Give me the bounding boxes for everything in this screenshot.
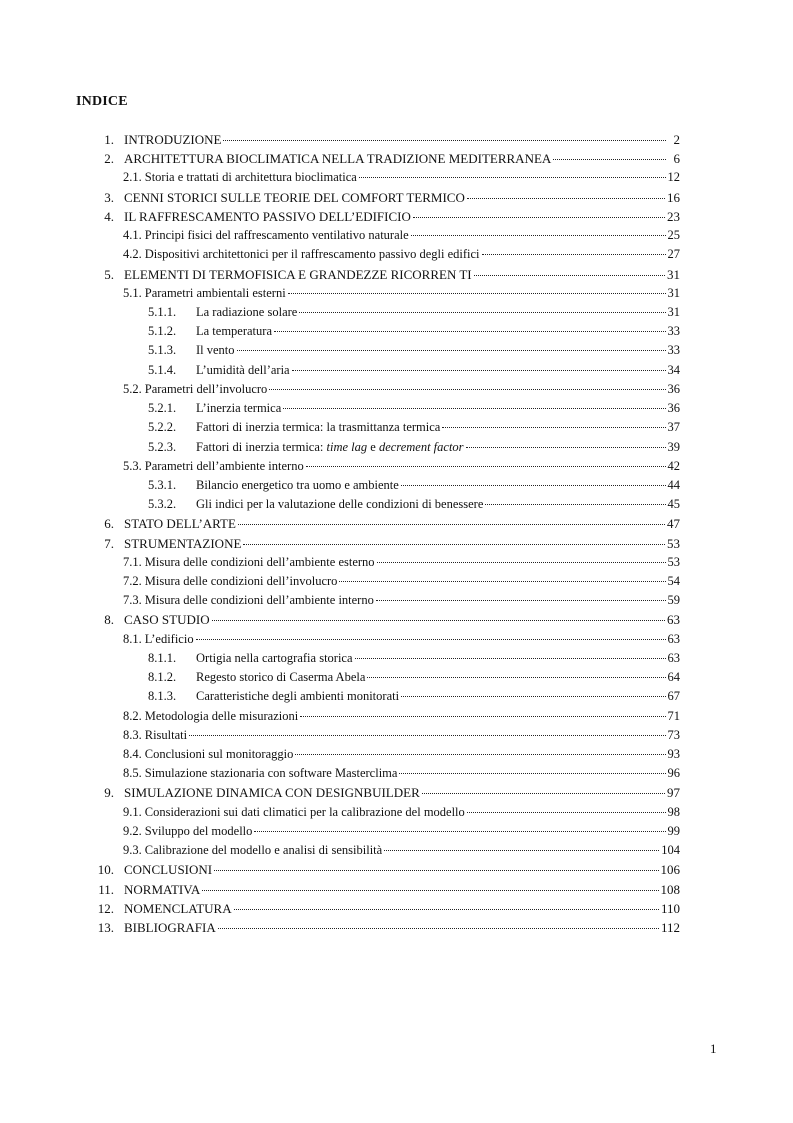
toc-entry-number: 8.5. [123, 766, 142, 781]
toc-entry[interactable] [96, 303, 680, 322]
dot-leader [359, 173, 666, 178]
toc-entry-page: 108 [660, 881, 680, 897]
toc-entry-number: 4.2. [123, 247, 142, 262]
toc-entry-number: 9.1. [123, 804, 142, 819]
toc-entry[interactable] [96, 265, 680, 284]
toc-entry-title: Caratteristiche degli ambienti monitorati [196, 689, 400, 704]
dot-leader [238, 520, 665, 525]
toc-entry[interactable] [96, 668, 680, 687]
toc-entry-title: Calibrazione del modello e analisi di sensibilità [144, 843, 383, 858]
toc-entry-number: 8.1. [123, 631, 142, 646]
toc-entry[interactable] [96, 188, 680, 207]
dot-leader [300, 712, 665, 717]
dot-leader [442, 423, 665, 428]
dot-leader [223, 136, 666, 141]
dot-leader [234, 905, 659, 910]
dot-leader [355, 654, 666, 659]
toc-entry-page: 73 [667, 727, 680, 742]
toc-entry-number: 7.3. [123, 593, 142, 608]
toc-entry-page: 99 [667, 823, 680, 838]
toc-entry-title: CENNI STORICI SULLE TEORIE DEL COMFORT TERMICO [124, 189, 465, 205]
toc-entry-number: 5.1.2. [148, 324, 177, 339]
toc-entry[interactable] [96, 149, 680, 168]
toc-entry-number: 8.4. [123, 747, 142, 761]
toc-entry-page: 59 [667, 593, 680, 608]
toc-entry-title: Ortigia nella cartografia storica [196, 650, 353, 665]
toc-entry[interactable] [96, 284, 680, 303]
toc-entry[interactable] [96, 130, 680, 149]
toc-entry-page: 25 [667, 228, 680, 243]
toc-entry-title: Metodologia delle misurazioni [144, 708, 299, 723]
toc-entry-number: 8.1.1. [148, 650, 177, 665]
toc-entry-page: 98 [667, 804, 680, 819]
dot-leader [299, 308, 665, 313]
toc-entry[interactable] [96, 572, 680, 591]
toc-entry[interactable] [96, 514, 680, 533]
dot-leader [485, 500, 665, 505]
dot-leader [212, 616, 665, 621]
toc-entry-number: 9.3. [123, 843, 142, 858]
toc-entry-title: Misura delle condizioni dell’ambiente interno [144, 593, 374, 608]
toc-entry[interactable] [96, 380, 680, 399]
toc-entry[interactable] [96, 726, 680, 745]
toc-entry-number: 10. [97, 862, 114, 878]
toc-entry[interactable] [96, 630, 680, 649]
toc-entry-page: 44 [667, 477, 680, 492]
toc-entry-title: ELEMENTI DI TERMOFISICA E GRANDEZZE RICORREN TI [124, 266, 472, 282]
toc-entry-title: L’inerzia termica [196, 401, 282, 416]
toc-entry-number: 5.3. [123, 458, 142, 473]
toc-entry[interactable] [96, 207, 680, 226]
toc-entry-title-italic: decrement factor [378, 439, 464, 454]
toc-entry-title: Dispositivi architettonici per il raffrescamento passivo degli edifici [144, 247, 480, 262]
toc-entry-title: STATO DELL’ARTE [124, 516, 236, 532]
toc-entry-number: 5.1.3. [148, 343, 177, 358]
toc-entry-page: 45 [667, 497, 680, 512]
toc-entry-number: 7. [104, 535, 114, 551]
toc-entry-page: 53 [667, 535, 680, 551]
toc-entry-title: Conclusioni sul monitoraggio [144, 747, 294, 761]
toc-entry-number: 8.3. [123, 727, 142, 742]
toc-entry-title: Considerazioni sui dati climatici per la calibrazione del modello [144, 804, 465, 819]
toc-entry-title: STRUMENTAZIONE [124, 535, 242, 551]
toc-entry-number: 8.1.3. [148, 689, 177, 704]
toc-entry[interactable] [96, 553, 680, 572]
toc-entry-page: 63 [667, 650, 680, 665]
toc-entry-number: 5.1.4. [148, 362, 177, 377]
toc-entry-page: 47 [667, 516, 680, 532]
toc-entry-title: Simulazione stazionaria con software Masterclima [144, 766, 398, 781]
toc-entry-title: NORMATIVA [124, 881, 201, 897]
dot-leader [274, 327, 666, 332]
toc-entry-number: 5. [104, 266, 114, 282]
toc-entry-number: 4.1. [123, 228, 142, 243]
toc-entry[interactable] [96, 168, 680, 187]
toc-entry-page: 112 [660, 919, 680, 935]
toc-entry-page: 63 [667, 612, 680, 628]
toc-entry-page: 67 [667, 689, 680, 704]
toc-entry-number: 12. [97, 900, 114, 916]
toc-entry[interactable] [96, 226, 680, 245]
toc-entry-title: Il vento [196, 343, 235, 358]
toc-entry[interactable] [96, 457, 680, 476]
toc-entry-number: 5.2.3. [148, 439, 177, 454]
dot-leader [339, 577, 665, 582]
toc-entry-number: 2.1. [123, 170, 142, 185]
toc-entry-number: 9.2. [123, 823, 142, 838]
dot-leader [306, 462, 666, 467]
toc-entry-title: Parametri dell’ambiente interno [144, 458, 304, 473]
toc-entry-number: 5.3.2. [148, 497, 177, 512]
table-of-contents [96, 130, 680, 937]
toc-entry-number: 7.1. [123, 554, 142, 569]
toc-entry-number: 5.2.2. [148, 420, 177, 435]
toc-entry-number: 2. [104, 151, 114, 167]
dot-leader [214, 866, 658, 871]
dot-leader [384, 846, 659, 851]
toc-entry-title-italic: time lag [326, 439, 368, 454]
toc-entry-page: 71 [667, 708, 680, 723]
toc-entry[interactable] [96, 438, 680, 457]
toc-entry[interactable] [96, 534, 680, 553]
toc-entry[interactable] [96, 591, 680, 610]
toc-entry-title: Principi fisici del raffrescamento ventilativo naturale [144, 228, 409, 243]
toc-entry-title: Fattori di inerzia termica: time lag e decrement factor [196, 439, 464, 454]
toc-entry-title: Parametri ambientali esterni [144, 285, 286, 300]
toc-entry-page: 106 [660, 862, 680, 878]
toc-entry[interactable] [96, 495, 680, 514]
toc-entry-number: 5.2.1. [148, 401, 177, 416]
toc-entry-page: 39 [667, 439, 680, 454]
toc-entry-title: CONCLUSIONI [124, 862, 213, 878]
toc-entry-number: 1. [104, 132, 114, 147]
dot-leader [376, 596, 666, 601]
toc-entry[interactable] [96, 649, 680, 668]
toc-entry-title: CASO STUDIO [124, 612, 210, 628]
toc-entry-page: 31 [667, 266, 680, 282]
dot-leader [466, 443, 666, 448]
toc-entry-page: 64 [667, 670, 680, 685]
toc-entry-page: 33 [667, 324, 680, 339]
toc-entry-page: 63 [667, 631, 680, 646]
toc-entry-page: 93 [667, 747, 680, 761]
toc-entry[interactable] [96, 918, 680, 937]
toc-entry[interactable] [96, 822, 680, 841]
toc-entry-title: INTRODUZIONE [124, 132, 222, 147]
toc-entry-number: 3. [104, 189, 114, 205]
toc-entry[interactable] [96, 880, 680, 899]
dot-leader [288, 289, 666, 294]
toc-entry-title: Sviluppo del modello [144, 823, 253, 838]
toc-entry-number: 8.1.2. [148, 670, 177, 685]
toc-entry-number: 5.3.1. [148, 477, 177, 492]
toc-entry-title: L’umidità dell’aria [196, 362, 290, 377]
toc-entry-page: 97 [667, 785, 680, 801]
toc-entry-page: 36 [667, 381, 680, 396]
dot-leader [218, 924, 659, 929]
toc-entry-page: 53 [667, 554, 680, 569]
toc-entry-page: 6 [673, 151, 680, 167]
toc-entry-title: SIMULAZIONE DINAMICA CON DESIGNBUILDER [124, 785, 420, 801]
toc-entry-page: 33 [667, 343, 680, 358]
toc-entry-number: 5.1.1. [148, 304, 177, 319]
toc-entry-page: 36 [667, 401, 680, 416]
toc-entry[interactable] [96, 803, 680, 822]
toc-entry-number: 8.2. [123, 708, 142, 723]
dot-leader [482, 250, 666, 255]
toc-entry-title: Misura delle condizioni dell’involucro [144, 574, 338, 589]
toc-entry-number: 5.1. [123, 285, 142, 300]
toc-entry-page: 23 [667, 208, 680, 224]
toc-entry-number: 9. [104, 785, 114, 801]
toc-entry[interactable] [96, 783, 680, 802]
toc-entry[interactable] [96, 361, 680, 380]
dot-leader [413, 213, 665, 218]
toc-entry-page: 42 [667, 458, 680, 473]
dot-leader [467, 808, 666, 813]
dot-leader [196, 635, 666, 640]
toc-entry[interactable] [96, 418, 680, 437]
toc-entry-page: 31 [667, 304, 680, 319]
toc-entry-page: 110 [660, 900, 680, 916]
dot-leader [283, 404, 665, 409]
dot-leader [295, 750, 665, 755]
toc-entry-title: La temperatura [196, 324, 272, 339]
toc-entry-title: Fattori di inerzia termica: la trasmittanza termica [196, 420, 441, 435]
toc-entry[interactable] [96, 322, 680, 341]
toc-entry-title: Storia e trattati di architettura bioclimatica [144, 170, 357, 185]
toc-entry-title: Regesto storico di Caserma Abela [196, 670, 366, 685]
toc-entry[interactable] [96, 860, 680, 879]
toc-entry-title: Misura delle condizioni dell’ambiente esterno [144, 554, 375, 569]
toc-entry-title: La radiazione solare [196, 304, 298, 319]
toc-entry-number: 4. [104, 208, 114, 224]
dot-leader [401, 481, 666, 486]
toc-entry-page: 104 [661, 843, 680, 858]
toc-entry-number: 6. [104, 516, 114, 532]
toc-entry-title: Parametri dell’involucro [144, 381, 268, 396]
dot-leader [467, 194, 665, 199]
page-title: INDICE [76, 94, 128, 109]
dot-leader [553, 155, 666, 160]
toc-entry-number: 13. [97, 919, 114, 935]
toc-entry-page: 2 [673, 132, 680, 147]
dot-leader [189, 731, 665, 736]
toc-entry[interactable] [96, 476, 680, 495]
toc-entry-page: 12 [667, 170, 680, 185]
toc-entry[interactable] [96, 899, 680, 918]
toc-entry-title: Gli indici per la valutazione delle condizioni di benessere [196, 497, 484, 512]
toc-entry-number: 5.2. [123, 381, 142, 396]
toc-entry-title: BIBLIOGRAFIA [124, 919, 216, 935]
toc-entry[interactable] [96, 245, 680, 264]
dot-leader [399, 769, 665, 774]
toc-entry-page: 96 [667, 766, 680, 781]
toc-entry[interactable] [96, 745, 680, 764]
toc-entry-title: ARCHITETTURA BIOCLIMATICA NELLA TRADIZIONE MEDITERRANEA [124, 151, 552, 167]
toc-entry-page: 31 [667, 285, 680, 300]
dot-leader [254, 827, 665, 832]
toc-entry[interactable] [96, 399, 680, 418]
dot-leader [422, 789, 665, 794]
toc-entry-title: IL RAFFRESCAMENTO PASSIVO DELL’EDIFICIO [124, 208, 411, 224]
dot-leader [367, 673, 665, 678]
dot-leader [237, 346, 666, 351]
toc-entry[interactable] [96, 764, 680, 783]
toc-entry-page: 54 [667, 574, 680, 589]
dot-leader [243, 540, 665, 545]
toc-entry-number: 11. [98, 881, 114, 897]
toc-entry-number: 7.2. [123, 574, 142, 589]
dot-leader [474, 271, 665, 276]
dot-leader [202, 886, 658, 891]
toc-entry-page: 34 [667, 362, 680, 377]
page-number: 1 [710, 1041, 717, 1056]
dot-leader [411, 231, 666, 236]
dot-leader [269, 385, 665, 390]
toc-entry-page: 27 [667, 247, 680, 262]
toc-entry[interactable] [96, 687, 680, 706]
toc-entry[interactable] [96, 707, 680, 726]
dot-leader [401, 692, 665, 697]
toc-entry-title: NOMENCLATURA [124, 900, 232, 916]
toc-entry-title: Risultati [144, 727, 188, 742]
dot-leader [377, 558, 666, 563]
toc-entry-page: 16 [667, 189, 680, 205]
toc-entry[interactable] [96, 841, 680, 860]
toc-entry-page: 37 [667, 420, 680, 435]
toc-entry[interactable] [96, 610, 680, 629]
dot-leader [292, 366, 666, 371]
toc-entry-number: 8. [104, 612, 114, 628]
toc-entry-title: L’edificio [144, 631, 194, 646]
toc-entry-title: Bilancio energetico tra uomo e ambiente [196, 477, 399, 492]
toc-entry[interactable] [96, 341, 680, 360]
